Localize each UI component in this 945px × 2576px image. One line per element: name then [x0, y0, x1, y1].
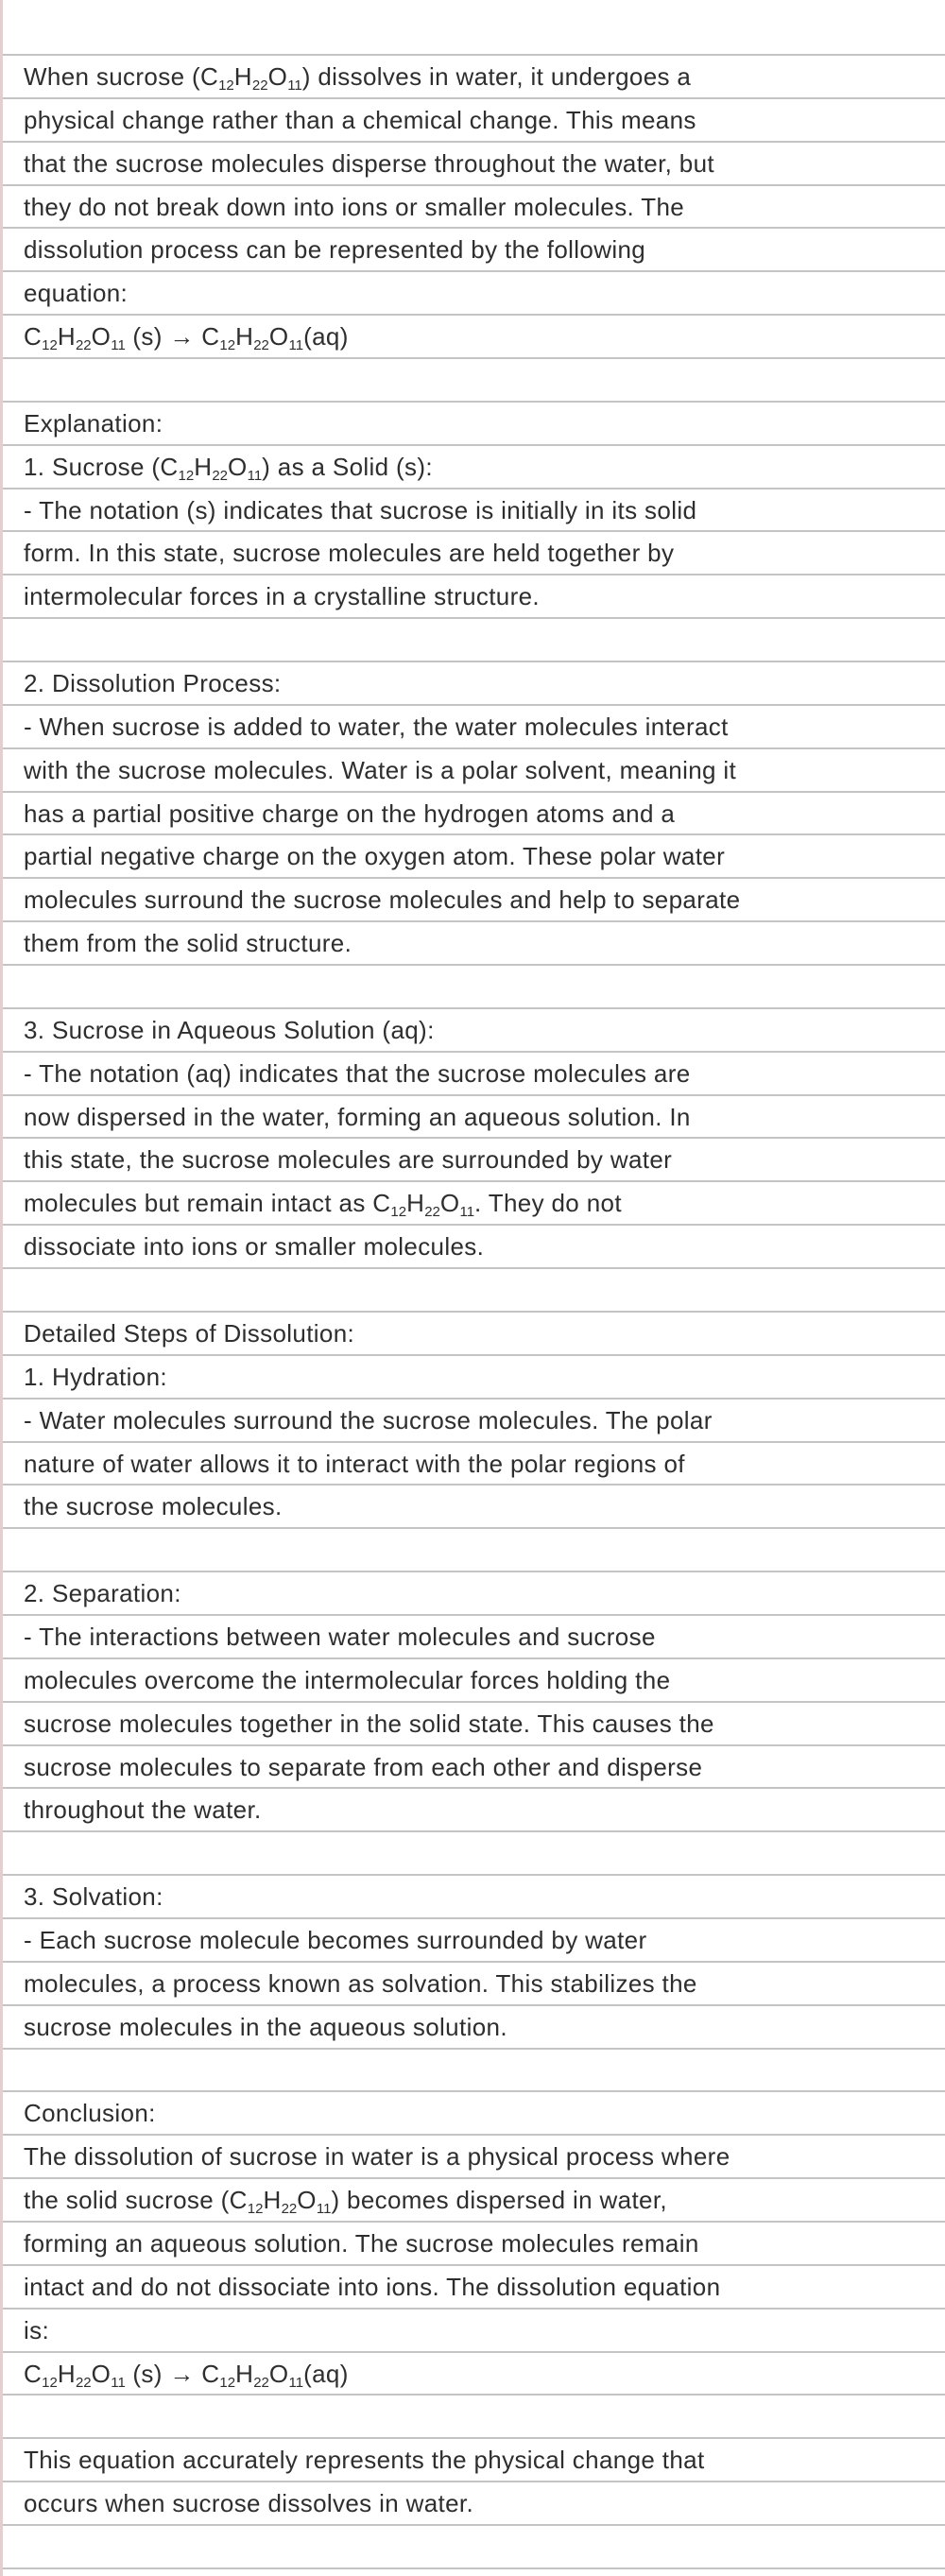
text-segment: O [439, 1189, 460, 1218]
text-segment: - When sucrose is added to water, the water molecules interact [24, 712, 729, 741]
text-segment: O [268, 2359, 289, 2388]
text-line [3, 1961, 945, 2004]
text-segment: sucrose molecules in the aqueous solution. [24, 2012, 507, 2041]
text-segment: that the sucrose molecules disperse throughout the water, but [24, 148, 714, 178]
text-segment: sucrose molecules to separate from each other and disperse [24, 1752, 703, 1781]
text-line [3, 1744, 945, 1788]
text-line [3, 2221, 945, 2264]
text-segment: O [297, 2186, 317, 2215]
blank-line [3, 2394, 945, 2437]
subscript: 22 [281, 2201, 298, 2218]
text-segment: occurs when sucrose dissolves in water. [24, 2489, 474, 2518]
text-line [3, 2351, 945, 2395]
text-line [3, 2134, 945, 2177]
text-line [3, 574, 945, 617]
text-line [3, 1398, 945, 1441]
subscript: 12 [218, 77, 234, 94]
text-segment: Conclusion: [24, 2099, 156, 2128]
text-segment: intact and do not dissociate into ions. The dissolution equation [24, 2272, 721, 2301]
text-segment: . They do not [474, 1189, 622, 1218]
subscript: 11 [459, 1204, 475, 1221]
blank-line [3, 964, 945, 1007]
text-line [3, 1787, 945, 1830]
text-segment: sucrose molecules together in the solid state. This causes the [24, 1709, 714, 1738]
text-segment: When sucrose (C [24, 62, 219, 91]
text-segment: H [235, 322, 254, 352]
text-segment: - The notation (s) indicates that sucrose is initially in its solid [24, 495, 697, 524]
text-segment: (aq) [303, 322, 349, 352]
text-segment: the sucrose molecules. [24, 1492, 283, 1521]
subscript: 12 [247, 2201, 264, 2218]
text-line [3, 2264, 945, 2308]
text-line [3, 1051, 945, 1094]
subscript: 22 [253, 2374, 269, 2391]
subscript: 22 [75, 337, 92, 354]
text-line [3, 1917, 945, 1961]
text-segment: partial negative charge on the oxygen atom. These polar water [24, 842, 726, 871]
text-line [3, 1094, 945, 1138]
text-segment: - The notation (aq) indicates that the sucrose molecules are [24, 1058, 691, 1088]
text-segment: physical change rather than a chemical change. This means [24, 105, 696, 134]
text-line [3, 54, 945, 97]
text-line [3, 661, 945, 704]
text-segment: H [57, 2359, 76, 2388]
text-line [3, 2177, 945, 2221]
text-segment: The dissolution of sucrose in water is a physical process where [24, 2142, 730, 2172]
subscript: 12 [178, 467, 195, 484]
subscript: 11 [288, 2374, 304, 2391]
text-segment: O [91, 322, 112, 352]
subscript: 12 [219, 2374, 236, 2391]
text-segment: molecules but remain intact as C [24, 1189, 391, 1218]
text-segment: ) becomes dispersed in water, [331, 2186, 667, 2215]
text-line [3, 1874, 945, 1917]
text-line [3, 747, 945, 791]
text-segment: 1. Sucrose (C [24, 452, 179, 481]
text-segment: has a partial positive charge on the hydrogen atoms and a [24, 799, 676, 828]
text-line [3, 2437, 945, 2481]
text-line [3, 314, 945, 357]
text-segment: O [228, 452, 248, 481]
text-segment: ) dissolves in water, it undergoes a [301, 62, 692, 91]
text-segment: ) as a Solid (s): [262, 452, 433, 481]
text-segment: molecules overcome the intermolecular forces holding the [24, 1665, 671, 1694]
text-line [3, 1311, 945, 1354]
blank-line [3, 2524, 945, 2567]
text-segment: intermolecular forces in a crystalline structure. [24, 582, 541, 611]
answer-text [3, 54, 945, 2567]
subscript: 11 [287, 77, 302, 94]
subscript: 11 [316, 2201, 332, 2218]
text-segment: dissociate into ions or smaller molecules. [24, 1232, 485, 1262]
text-segment: H [406, 1189, 425, 1218]
text-segment: them from the solid structure. [24, 929, 352, 958]
text-segment: equation: [24, 279, 129, 308]
subscript: 22 [212, 467, 229, 484]
text-segment: (s) → C [125, 2359, 220, 2388]
text-segment: H [263, 2186, 282, 2215]
text-segment: - Water molecules surround the sucrose molecules. The polar [24, 1405, 713, 1434]
text-segment: C [24, 2359, 43, 2388]
text-segment: with the sucrose molecules. Water is a polar solvent, meaning it [24, 755, 737, 784]
subscript: 22 [75, 2374, 92, 2391]
text-segment: 3. Sucrose in Aqueous Solution (aq): [24, 1015, 435, 1044]
text-segment: dissolution process can be represented by the following [24, 235, 646, 265]
text-segment: This equation accurately represents the physical change that [24, 2446, 705, 2475]
text-line [3, 97, 945, 141]
text-segment: molecules surround the sucrose molecules and help to separate [24, 885, 741, 915]
text-segment: 3. Solvation: [24, 1882, 163, 1912]
text-line [3, 2308, 945, 2351]
text-segment: 2. Dissolution Process: [24, 669, 282, 698]
subscript: 22 [253, 337, 269, 354]
text-line [3, 1484, 945, 1527]
text-segment: 2. Separation: [24, 1579, 181, 1608]
text-line [3, 1180, 945, 1224]
text-line [3, 1614, 945, 1657]
text-line [3, 444, 945, 488]
blank-line [3, 1267, 945, 1311]
text-segment: they do not break down into ions or smaller molecules. The [24, 192, 685, 221]
text-line [3, 1571, 945, 1614]
text-segment: O [268, 322, 289, 352]
text-segment: Explanation: [24, 408, 163, 438]
text-segment: this state, the sucrose molecules are surrounded by water [24, 1145, 673, 1175]
text-line [3, 791, 945, 834]
text-segment: H [57, 322, 76, 352]
text-segment: C [24, 322, 43, 352]
text-line [3, 877, 945, 920]
text-line [3, 1007, 945, 1051]
text-line [3, 1657, 945, 1701]
text-segment: is: [24, 2315, 50, 2344]
blank-line [3, 617, 945, 661]
text-segment: forming an aqueous solution. The sucrose molecules remain [24, 2228, 699, 2258]
subscript: 22 [424, 1204, 440, 1221]
text-segment: the solid sucrose (C [24, 2186, 248, 2215]
text-line [3, 184, 945, 228]
text-segment: H [235, 2359, 254, 2388]
text-line [3, 920, 945, 964]
text-line [3, 1137, 945, 1180]
subscript: 11 [247, 467, 263, 484]
text-segment: Detailed Steps of Dissolution: [24, 1318, 355, 1348]
text-line [3, 833, 945, 877]
text-line [3, 1224, 945, 1267]
text-line [3, 2090, 945, 2134]
text-line [3, 1354, 945, 1398]
text-segment: molecules, a process known as solvation. This stabilizes the [24, 1968, 697, 1998]
text-line [3, 2004, 945, 2048]
subscript: 12 [42, 2374, 58, 2391]
blank-line [3, 357, 945, 401]
text-line [3, 1701, 945, 1744]
text-line [3, 1441, 945, 1485]
text-line [3, 270, 945, 314]
text-line [3, 227, 945, 270]
text-line [3, 704, 945, 747]
subscript: 22 [251, 77, 268, 94]
text-line [3, 530, 945, 574]
text-line [3, 488, 945, 531]
text-segment: 1. Hydration: [24, 1362, 167, 1391]
text-segment: throughout the water. [24, 1795, 262, 1825]
subscript: 12 [42, 337, 58, 354]
subscript: 12 [219, 337, 236, 354]
text-line [3, 141, 945, 184]
text-segment: (s) → C [125, 322, 220, 352]
text-segment: nature of water allows it to interact with the polar regions of [24, 1449, 685, 1478]
rule-line [3, 2567, 945, 2569]
text-segment: (aq) [303, 2359, 349, 2388]
text-segment: form. In this state, sucrose molecules are held together by [24, 539, 675, 568]
text-segment: now dispersed in the water, forming an aqueous solution. In [24, 1102, 691, 1131]
subscript: 12 [390, 1204, 407, 1221]
blank-line [3, 2048, 945, 2091]
text-line [3, 2481, 945, 2524]
blank-line [3, 1830, 945, 1874]
text-segment: O [267, 62, 288, 91]
text-segment: O [91, 2359, 112, 2388]
subscript: 11 [111, 337, 126, 354]
text-segment: - Each sucrose molecule becomes surrounded by water [24, 1925, 647, 1954]
subscript: 11 [111, 2374, 126, 2391]
text-segment: H [233, 62, 252, 91]
text-segment: H [194, 452, 213, 481]
blank-line [3, 1527, 945, 1571]
text-segment: - The interactions between water molecules and sucrose [24, 1622, 656, 1651]
text-line [3, 401, 945, 444]
subscript: 11 [288, 337, 304, 354]
